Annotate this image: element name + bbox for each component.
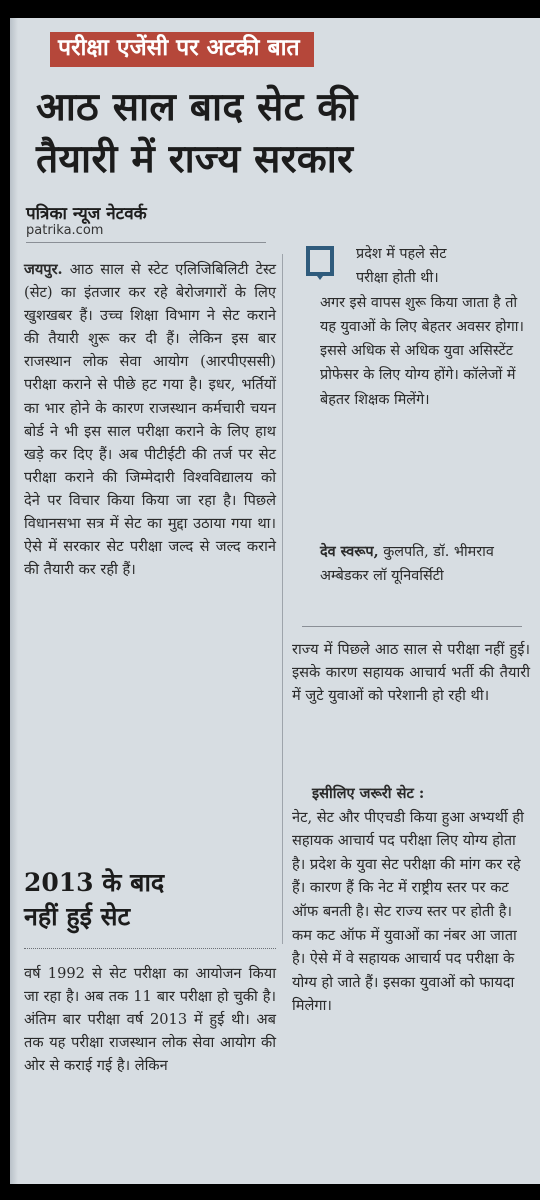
headline-line-2: तैयारी में राज्य सरकार <box>36 136 354 182</box>
continuation-paragraph: राज्य में पिछले आठ साल से परीक्षा नहीं हुई। इसके कारण सहायक आचार्य भर्ती की तैयारी में जुटे युवाओं को परेशानी हो रही थी। <box>292 641 530 705</box>
subheading-line-1: 2013 के बाद <box>24 868 165 897</box>
dateline: जयपुर. <box>24 261 63 278</box>
kicker-label: परीक्षा एजेंसी पर अटकी बात <box>50 32 314 67</box>
paper-edge <box>10 18 18 1184</box>
quote-rest: अगर इसे वापस शुरू किया जाता है तो यह युवाओं के लिए बेहतर अवसर होगा। इससे अधिक से अधिक युवा असिस्टेंट प्रोफेसर के लिए योग्य होंगे। कॉलेजों में बेहतर शिक्षक मिलेंगे। <box>320 294 524 408</box>
section-label: इसीलिए जरूरी सेट : <box>312 785 425 802</box>
dotted-divider <box>24 948 276 949</box>
byline: पत्रिका न्यूज नेटवर्क <box>26 204 147 224</box>
body-paragraph-2: वर्ष 1992 से सेट परीक्षा का आयोजन किया जा रहा है। अब तक 11 बार परीक्षा हो चुकी है। अंतिम बार परीक्षा वर्ष 2013 में हुई थी। अब तक यह परीक्षा राजस्थान लोक सेवा आयोग की ओर से कराई गई है। लेकिन <box>24 965 276 1075</box>
quote-line-1: प्रदेश में पहले सेट <box>356 246 447 262</box>
subheading-line-2: नहीं हुई सेट <box>24 902 131 931</box>
quote-text <box>320 242 530 412</box>
quote-author: देव स्वरूप, <box>320 543 379 560</box>
subheading <box>24 866 264 934</box>
left-column-body-2 <box>24 962 276 1077</box>
quote-line-2: परीक्षा होती थी। <box>356 270 439 287</box>
right-column-continuation <box>292 638 530 707</box>
headline <box>36 81 516 185</box>
newspaper-clipping <box>10 18 540 1184</box>
right-column-section <box>292 782 530 1018</box>
quote-author-title: कुलपति, डॉ. भीमराव अम्बेडकर लॉ यूनिवर्सिटी <box>320 544 494 584</box>
body-text: आठ साल से स्टेट एलिजिबिलिटी टेस्ट (सेट) का इंतजार कर रहे बेरोजगारों के लिए खुशखबर हैं। उच्च शिक्षा विभाग ने सेट कराने की तैयारी शुरू कर दी हैं। लेकिन इस बार राजस्थान लोक सेवा आयोग (आरपीएससी) परीक्षा कराने से पीछे हट गया है। इधर, भर्तियों का भार होने के कारण राजस्थान कर्मचारी चयन बोर्ड ने भी इस साल परीक्षा कराने के लिए हाथ खड़े कर दिए हैं। अब पीटीईटी की तर्ज पर सेट परीक्षा कराने की जिम्मेदारी विश्वविद्यालय को देने पर विचार किया किया जा रहा है। पिछले विधानसभा सत्र में सेट का मुद्दा उठाया गया था। ऐसे में सरकार सेट परीक्षा जल्द से जल्द कराने की तैयारी कर रही हैं। <box>24 261 277 579</box>
body-paragraph <box>24 258 276 581</box>
left-column-body <box>24 258 276 581</box>
column-divider <box>282 254 283 944</box>
section-paragraph: नेट, सेट और पीएचडी किया हुआ अभ्यर्थी ही सहायक आचार्य पद परीक्षा लिए योग्य होता है। प्रदेश के युवा सेट परीक्षा की मांग कर रहे हैं। कारण हैं कि नेट में राष्ट्रीय स्तर पर कट ऑफ बनती है। सेट राज्य स्तर पर होती है। कम कट ऑफ में युवाओं का नंबर आ जाता है। ऐसे में वे सहायक आचार्य पद परीक्षा के योग्य हो जाते हैं। इसका युवाओं को फायदा मिलेगा। <box>292 808 524 1015</box>
byline-divider <box>26 242 266 243</box>
quote-box <box>302 234 522 627</box>
source-domain: patrika.com <box>26 223 104 238</box>
headline-line-1: आठ साल बाद सेट की <box>36 84 358 130</box>
quote-attribution <box>320 540 530 588</box>
